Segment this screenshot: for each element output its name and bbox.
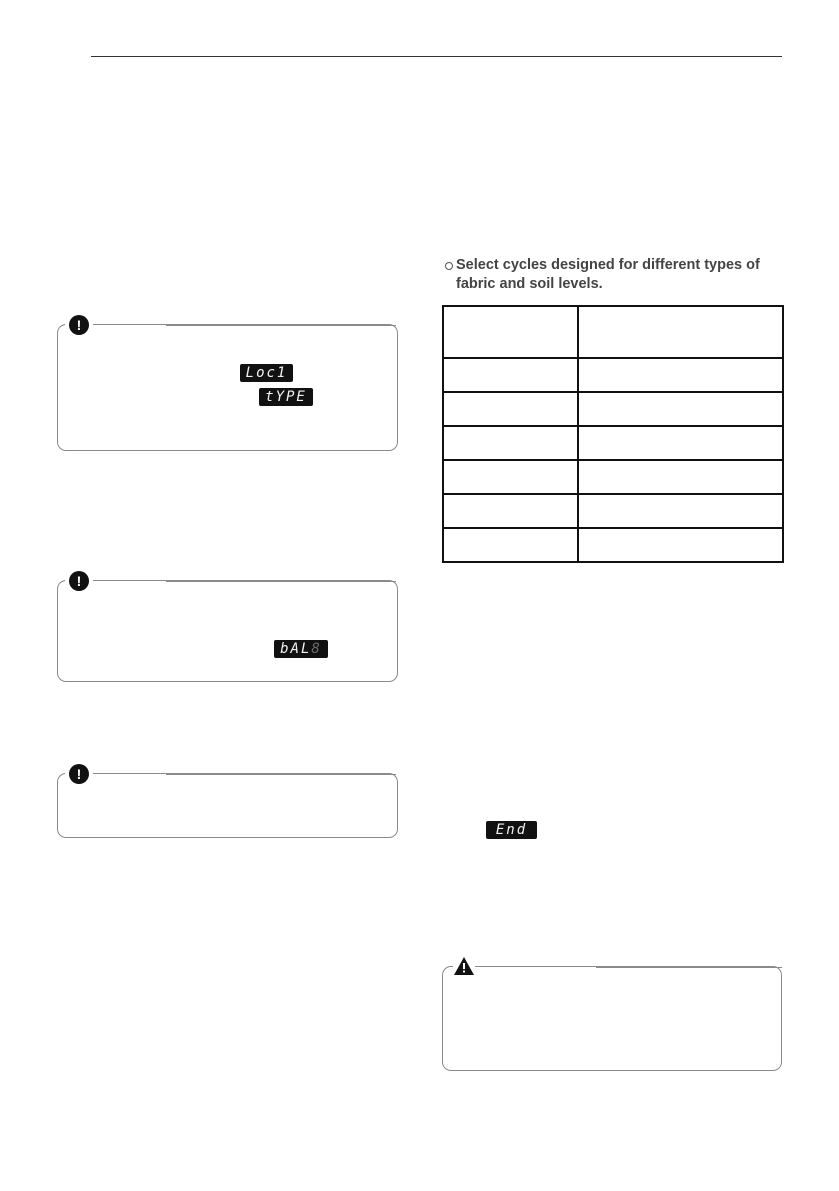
table-cell	[443, 426, 578, 460]
lcd-type-display: tYPE	[259, 388, 313, 406]
note-box-lock	[57, 324, 398, 451]
table-cell	[578, 426, 783, 460]
table-cell	[578, 392, 783, 426]
header-rule	[91, 56, 782, 57]
table-row	[443, 494, 783, 528]
table-cell	[443, 392, 578, 426]
bullet-marker	[445, 262, 453, 270]
note-box-lock-header	[69, 317, 399, 336]
table-row	[443, 426, 783, 460]
table-row	[443, 358, 783, 392]
table-cell	[578, 460, 783, 494]
exclamation-circle-icon: !	[69, 571, 89, 591]
table-cell	[443, 358, 578, 392]
warning-box	[442, 966, 782, 1071]
bullet-item-1: Select cycles designed for different types of fabric and soil levels.	[456, 257, 760, 292]
lcd-balance-dim: 8	[311, 641, 322, 657]
lcd-end-display: End	[486, 821, 537, 839]
table-cell	[443, 528, 578, 562]
cycle-table	[442, 305, 784, 563]
table-row	[443, 528, 783, 562]
note-box-balance	[57, 580, 398, 682]
table-cell	[443, 460, 578, 494]
lcd-balance-main: bAL	[280, 641, 312, 657]
table-cell	[578, 358, 783, 392]
exclamation-circle-icon: !	[69, 764, 89, 784]
table-header-cell	[578, 306, 783, 358]
table-cell	[578, 494, 783, 528]
warning-triangle-icon	[453, 956, 475, 976]
exclamation-circle-icon: !	[69, 315, 89, 335]
note-box-balance-header	[69, 573, 399, 592]
table-cell	[443, 494, 578, 528]
table-header-cell	[443, 306, 578, 358]
lcd-balance-display	[274, 640, 328, 658]
table-row	[443, 460, 783, 494]
lcd-lock-display: Loc1	[240, 364, 293, 382]
table-header-row	[443, 306, 783, 358]
table-row	[443, 392, 783, 426]
warning-box-header	[453, 966, 783, 978]
note-box-three-header	[69, 766, 399, 785]
table-cell	[578, 528, 783, 562]
